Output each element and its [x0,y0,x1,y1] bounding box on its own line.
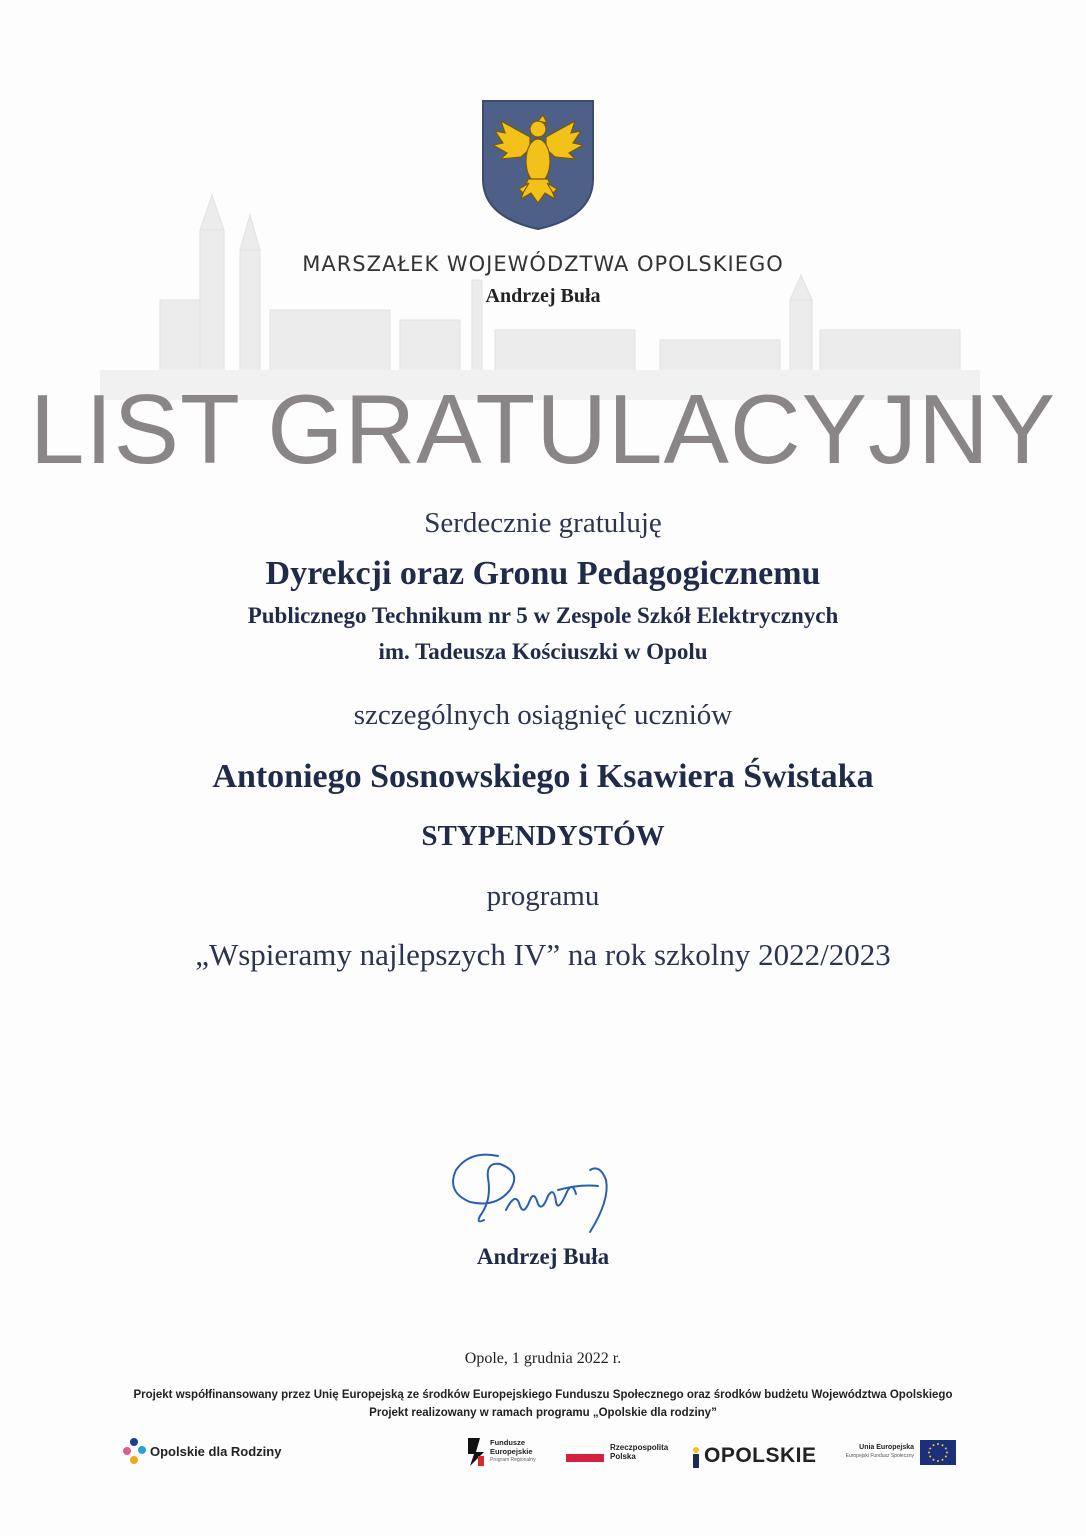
issuer-title: MARSZAŁEK WOJEWÓDZTWA OPOLSKIEGO [302,252,784,276]
signer-name: Andrzej Buła [476,1244,610,1269]
fe-line-3: Program Regionalny [490,1457,536,1463]
unia-europejska-logo [830,1439,960,1469]
rp-line-1: Rzeczpospolita [610,1443,669,1452]
document-title: LIST GRATULACYJNY [29,374,1057,484]
fe-star-flag-icon [466,1436,486,1468]
students-role: STYPENDYSTÓW [421,820,665,852]
fundusze-europejskie-logo [466,1436,556,1470]
program-label: programu [486,880,600,912]
ue-line-2: Europejski Fundusz Społeczny [845,1453,914,1459]
opolskie-dla-rodziny-text: Opolskie dla Rodziny [150,1444,282,1459]
rp-line-2: Polska [610,1452,636,1461]
fe-line-2: Europejskie [490,1447,533,1456]
handwritten-signature [440,1120,630,1240]
greeting-text: Serdecznie gratuluję [424,507,662,539]
eu-flag-icon [920,1440,956,1465]
ue-line-1: Unia Europejska [859,1444,914,1451]
coat-of-arms-icon [481,99,595,231]
student-names: Antoniego Sosnowskiego i Ksawiera Świstaka [212,758,874,795]
opolskie-text: OPOLSKIE [704,1444,817,1467]
recipient-name: Dyrekcji oraz Gronu Pedagogicznemu [265,555,821,592]
rzeczpospolita-polska-logo [566,1442,676,1466]
family-dots-icon [120,1434,150,1470]
school-line-2: im. Tadeusza Kościuszki w Opolu [378,639,708,664]
program-name: „Wspieramy najlepszych IV” na rok szkolny 2022/2023 [195,937,891,972]
opolskie-logo [690,1444,820,1470]
polish-flag-icon [566,1446,604,1462]
achievement-text: szczególnych osiągnięć uczniów [353,699,733,731]
opolskie-dla-rodziny-logo [120,1434,300,1470]
footer-cofinancing-note: Projekt współfinansowany przez Unię Europejską ze środków Europejskiego Funduszu Społecznego oraz środków budżetu Województwa Opolskiego [133,1389,953,1401]
date-line: Opole, 1 grudnia 2022 r. [464,1350,622,1367]
school-line-1: Publicznego Technikum nr 5 w Zespole Szkół Elektrycznych [247,603,839,628]
footer-program-note: Projekt realizowany w ramach programu „Opolskie dla rodziny” [369,1407,717,1419]
fe-line-1: Fundusze [490,1438,525,1447]
opolskie-mark-icon [690,1444,702,1470]
issuer-name: Andrzej Buła [485,285,601,307]
